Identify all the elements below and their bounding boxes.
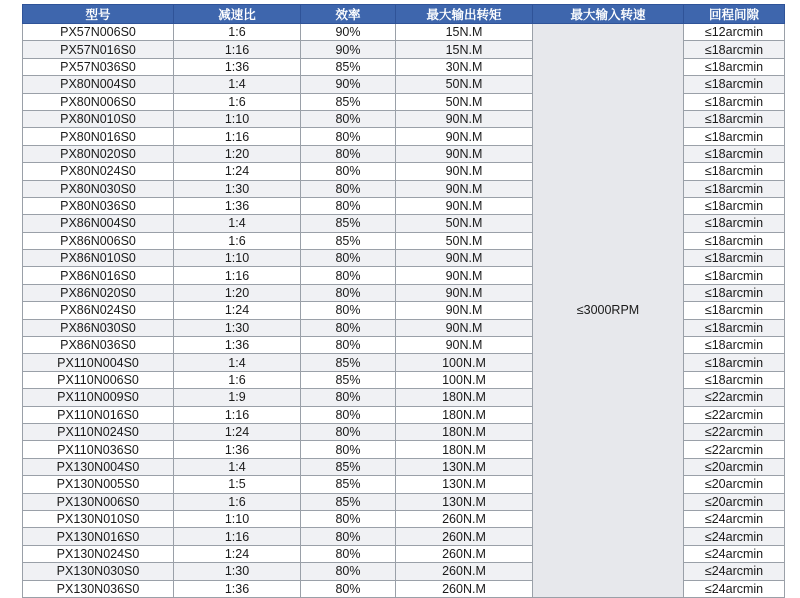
cell-efficiency: 85% [301,215,396,232]
cell-efficiency: 80% [301,510,396,527]
cell-efficiency: 80% [301,528,396,545]
cell-backlash: ≤18arcmin [684,180,785,197]
cell-efficiency: 80% [301,319,396,336]
cell-ratio: 1:30 [174,180,301,197]
cell-ratio: 1:20 [174,284,301,301]
cell-max-output-torque: 50N.M [396,215,533,232]
cell-efficiency: 85% [301,476,396,493]
cell-ratio: 1:16 [174,128,301,145]
header-ratio: 减速比 [174,5,301,24]
cell-ratio: 1:16 [174,41,301,58]
cell-efficiency: 80% [301,441,396,458]
cell-model: PX80N024S0 [23,163,174,180]
cell-backlash: ≤18arcmin [684,354,785,371]
spec-sheet [22,4,784,598]
cell-max-output-torque: 90N.M [396,337,533,354]
cell-model: PX110N006S0 [23,371,174,388]
cell-model: PX86N004S0 [23,215,174,232]
cell-model: PX80N030S0 [23,180,174,197]
cell-efficiency: 85% [301,371,396,388]
cell-model: PX86N016S0 [23,267,174,284]
cell-backlash: ≤18arcmin [684,232,785,249]
cell-max-output-torque: 90N.M [396,284,533,301]
cell-ratio: 1:6 [174,493,301,510]
table-body [23,24,785,598]
cell-max-output-torque: 30N.M [396,58,533,75]
cell-backlash: ≤18arcmin [684,371,785,388]
cell-efficiency: 80% [301,128,396,145]
cell-ratio: 1:16 [174,528,301,545]
cell-model: PX86N036S0 [23,337,174,354]
cell-efficiency: 80% [301,110,396,127]
header-model: 型号 [23,5,174,24]
cell-ratio: 1:4 [174,458,301,475]
cell-model: PX130N016S0 [23,528,174,545]
cell-backlash: ≤24arcmin [684,528,785,545]
cell-ratio: 1:30 [174,563,301,580]
cell-max-output-torque: 50N.M [396,93,533,110]
header-max-output-torque: 最大输出转矩 [396,5,533,24]
cell-ratio: 1:9 [174,389,301,406]
cell-efficiency: 85% [301,458,396,475]
header-row [23,5,785,24]
cell-backlash: ≤22arcmin [684,389,785,406]
cell-ratio: 1:24 [174,423,301,440]
cell-ratio: 1:5 [174,476,301,493]
cell-backlash: ≤20arcmin [684,476,785,493]
cell-backlash: ≤18arcmin [684,110,785,127]
cell-backlash: ≤22arcmin [684,423,785,440]
cell-ratio: 1:36 [174,580,301,597]
cell-max-input-speed: ≤3000RPM [533,24,684,598]
cell-ratio: 1:10 [174,110,301,127]
cell-max-output-torque: 90N.M [396,128,533,145]
cell-ratio: 1:24 [174,545,301,562]
cell-efficiency: 80% [301,197,396,214]
cell-model: PX130N005S0 [23,476,174,493]
cell-model: PX80N004S0 [23,76,174,93]
cell-backlash: ≤18arcmin [684,93,785,110]
cell-ratio: 1:16 [174,406,301,423]
cell-model: PX110N036S0 [23,441,174,458]
cell-ratio: 1:6 [174,93,301,110]
cell-max-output-torque: 90N.M [396,302,533,319]
cell-model: PX110N016S0 [23,406,174,423]
cell-ratio: 1:16 [174,267,301,284]
cell-ratio: 1:36 [174,197,301,214]
cell-max-output-torque: 260N.M [396,510,533,527]
cell-backlash: ≤18arcmin [684,319,785,336]
header-max-input-speed: 最大输入转速 [533,5,684,24]
cell-efficiency: 80% [301,284,396,301]
cell-backlash: ≤20arcmin [684,493,785,510]
cell-max-output-torque: 180N.M [396,406,533,423]
cell-model: PX130N030S0 [23,563,174,580]
cell-model: PX110N009S0 [23,389,174,406]
header-efficiency: 效率 [301,5,396,24]
cell-max-output-torque: 90N.M [396,163,533,180]
cell-max-output-torque: 180N.M [396,441,533,458]
cell-model: PX130N024S0 [23,545,174,562]
cell-efficiency: 85% [301,58,396,75]
cell-backlash: ≤18arcmin [684,250,785,267]
cell-max-output-torque: 130N.M [396,458,533,475]
cell-efficiency: 90% [301,41,396,58]
cell-model: PX86N020S0 [23,284,174,301]
cell-ratio: 1:4 [174,215,301,232]
cell-ratio: 1:36 [174,58,301,75]
cell-max-output-torque: 130N.M [396,476,533,493]
cell-model: PX130N004S0 [23,458,174,475]
cell-max-output-torque: 90N.M [396,319,533,336]
cell-ratio: 1:6 [174,232,301,249]
cell-model: PX57N036S0 [23,58,174,75]
cell-ratio: 1:36 [174,441,301,458]
cell-ratio: 1:30 [174,319,301,336]
cell-efficiency: 80% [301,267,396,284]
cell-max-output-torque: 90N.M [396,110,533,127]
cell-max-output-torque: 50N.M [396,232,533,249]
cell-backlash: ≤18arcmin [684,145,785,162]
cell-efficiency: 85% [301,232,396,249]
cell-model: PX110N004S0 [23,354,174,371]
cell-model: PX80N036S0 [23,197,174,214]
cell-ratio: 1:10 [174,250,301,267]
cell-model: PX80N020S0 [23,145,174,162]
cell-model: PX86N006S0 [23,232,174,249]
cell-model: PX80N016S0 [23,128,174,145]
cell-ratio: 1:4 [174,76,301,93]
header-backlash: 回程间隙 [684,5,785,24]
cell-max-output-torque: 260N.M [396,580,533,597]
cell-backlash: ≤18arcmin [684,41,785,58]
cell-max-output-torque: 100N.M [396,354,533,371]
cell-efficiency: 80% [301,145,396,162]
cell-model: PX110N024S0 [23,423,174,440]
cell-ratio: 1:24 [174,163,301,180]
cell-backlash: ≤18arcmin [684,267,785,284]
cell-backlash: ≤18arcmin [684,76,785,93]
cell-backlash: ≤18arcmin [684,215,785,232]
cell-ratio: 1:6 [174,24,301,41]
cell-max-output-torque: 90N.M [396,145,533,162]
cell-model: PX57N006S0 [23,24,174,41]
cell-model: PX130N006S0 [23,493,174,510]
cell-model: PX80N010S0 [23,110,174,127]
cell-backlash: ≤18arcmin [684,163,785,180]
table-row [23,24,785,41]
cell-backlash: ≤18arcmin [684,197,785,214]
cell-max-output-torque: 90N.M [396,267,533,284]
cell-backlash: ≤18arcmin [684,337,785,354]
cell-max-output-torque: 90N.M [396,197,533,214]
cell-backlash: ≤24arcmin [684,580,785,597]
cell-backlash: ≤12arcmin [684,24,785,41]
cell-ratio: 1:20 [174,145,301,162]
cell-backlash: ≤24arcmin [684,545,785,562]
cell-backlash: ≤18arcmin [684,128,785,145]
cell-max-output-torque: 260N.M [396,528,533,545]
cell-max-output-torque: 130N.M [396,493,533,510]
cell-backlash: ≤18arcmin [684,302,785,319]
cell-model: PX86N024S0 [23,302,174,319]
cell-efficiency: 90% [301,76,396,93]
cell-backlash: ≤22arcmin [684,441,785,458]
cell-ratio: 1:4 [174,354,301,371]
gearbox-spec-table [22,4,785,598]
cell-efficiency: 85% [301,354,396,371]
cell-ratio: 1:36 [174,337,301,354]
cell-max-output-torque: 260N.M [396,545,533,562]
cell-max-output-torque: 90N.M [396,250,533,267]
cell-efficiency: 80% [301,163,396,180]
cell-model: PX86N010S0 [23,250,174,267]
cell-backlash: ≤18arcmin [684,284,785,301]
cell-model: PX130N036S0 [23,580,174,597]
cell-max-output-torque: 180N.M [396,423,533,440]
cell-model: PX80N006S0 [23,93,174,110]
cell-backlash: ≤22arcmin [684,406,785,423]
cell-backlash: ≤20arcmin [684,458,785,475]
cell-max-output-torque: 260N.M [396,563,533,580]
cell-backlash: ≤18arcmin [684,58,785,75]
cell-model: PX57N016S0 [23,41,174,58]
cell-max-output-torque: 15N.M [396,24,533,41]
cell-ratio: 1:6 [174,371,301,388]
cell-efficiency: 85% [301,93,396,110]
cell-max-output-torque: 90N.M [396,180,533,197]
cell-ratio: 1:10 [174,510,301,527]
cell-efficiency: 80% [301,545,396,562]
cell-efficiency: 80% [301,423,396,440]
cell-max-output-torque: 50N.M [396,76,533,93]
cell-efficiency: 80% [301,406,396,423]
cell-efficiency: 80% [301,302,396,319]
cell-efficiency: 90% [301,24,396,41]
cell-efficiency: 80% [301,563,396,580]
cell-max-output-torque: 100N.M [396,371,533,388]
cell-max-output-torque: 180N.M [396,389,533,406]
cell-model: PX86N030S0 [23,319,174,336]
cell-backlash: ≤24arcmin [684,563,785,580]
cell-backlash: ≤24arcmin [684,510,785,527]
cell-efficiency: 85% [301,493,396,510]
cell-model: PX130N010S0 [23,510,174,527]
cell-efficiency: 80% [301,389,396,406]
cell-max-output-torque: 15N.M [396,41,533,58]
cell-efficiency: 80% [301,180,396,197]
cell-efficiency: 80% [301,250,396,267]
cell-ratio: 1:24 [174,302,301,319]
cell-efficiency: 80% [301,337,396,354]
cell-efficiency: 80% [301,580,396,597]
